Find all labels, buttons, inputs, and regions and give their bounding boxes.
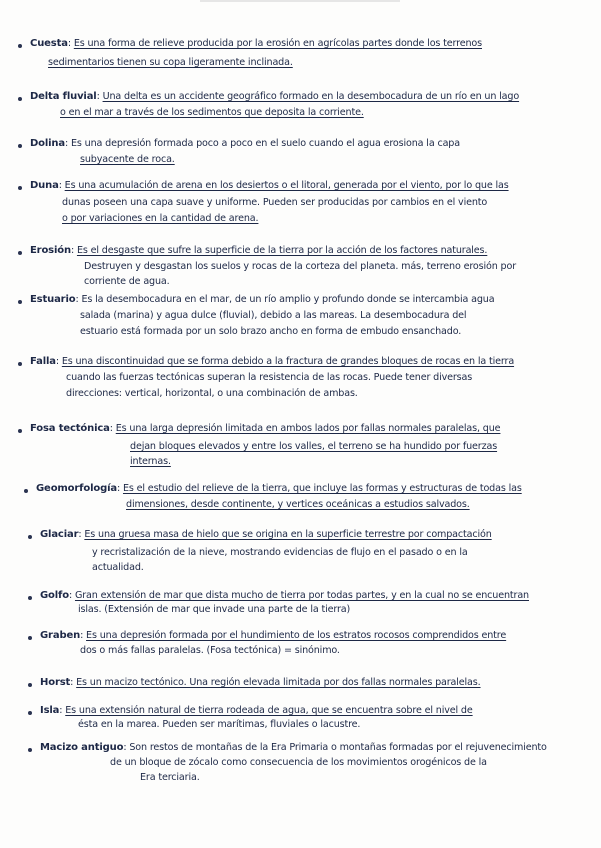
bullet-icon	[18, 429, 22, 433]
bullet-icon	[18, 44, 22, 48]
bullet-icon	[18, 300, 22, 304]
term-label: Geomorfología	[36, 483, 117, 494]
bullet-icon	[28, 535, 32, 539]
term-label: Isla	[40, 705, 60, 716]
definition-line: Son restos de montañas de la Era Primaria o montañas formadas por el rejuvenecimiento	[129, 742, 547, 753]
term-label: Fosa tectónica	[30, 423, 110, 434]
definition-line: y recristalización de la nieve, mostrando evidencias de flujo en el pasado o en la	[92, 547, 468, 558]
definition-line: Es una extensión natural de tierra rodeada de agua, que se encuentra sobre el nivel de	[65, 705, 473, 716]
definition-line: Es una gruesa masa de hielo que se origina en la superficie terrestre por compactación	[84, 529, 492, 540]
term-label: Golfo	[40, 590, 69, 601]
definition-line: estuario está formada por un solo brazo ancho en forma de embudo ensanchado.	[80, 326, 462, 337]
bullet-icon	[28, 636, 32, 640]
term-label: Glaciar	[40, 529, 79, 540]
definition-line: ésta en la marea. Pueden ser marítimas, fluviales o lacustre.	[78, 719, 361, 730]
definition-line: actualidad.	[92, 562, 144, 573]
bullet-icon	[24, 489, 28, 493]
bullet-icon	[18, 144, 22, 148]
term-label: Duna	[30, 180, 59, 191]
definition-line: Es una acumulación de arena en los desiertos o el litoral, generada por el viento, por lo que las	[64, 180, 509, 191]
term-label: Delta fluvial	[30, 91, 97, 102]
term-label: Horst	[40, 677, 71, 688]
definition-line: subyacente de roca.	[80, 154, 175, 165]
bullet-icon	[18, 97, 22, 101]
definition-line: Era terciaria.	[140, 772, 200, 783]
bullet-icon	[28, 748, 32, 752]
definition-line: cuando las fuerzas tectónicas superan la resistencia de las rocas. Puede tener diversas	[66, 372, 473, 383]
term-label: Dolina	[30, 138, 65, 149]
bullet-icon	[18, 186, 22, 190]
definition-line: islas. (Extensión de mar que invade una parte de la tierra)	[78, 604, 351, 615]
definition-line: o en el mar a través de los sedimentos que deposita la corriente.	[60, 107, 364, 118]
definition-line: Es un macizo tectónico. Una región elevada limitada por dos fallas normales paralelas.	[76, 677, 481, 688]
definition-line: Es una discontinuidad que se forma debido a la fractura de grandes bloques de rocas en la tierra	[61, 356, 515, 367]
term-label: Macizo antiguo	[40, 742, 124, 753]
scan-edge-mark	[200, 0, 400, 2]
bullet-icon	[28, 711, 32, 715]
definition-line: dejan bloques elevados y entre los valles, el terreno se ha hundido por fuerzas	[130, 441, 498, 452]
definition-line: dimensiones, desde continente, y vertices oceánicas a estudios salvados.	[126, 499, 470, 510]
definition-line: dos o más fallas paralelas. (Fosa tectónica) = sinónimo.	[80, 645, 340, 656]
definition-line: Es el desgaste que sufre la superficie de la tierra por la acción de los factores naturales.	[76, 245, 488, 256]
term-label: Cuesta	[30, 38, 68, 49]
definition-line: Es el estudio del relieve de la tierra, que incluye las formas y estructuras de todas las	[122, 483, 522, 494]
definition-line: Una delta es un accidente geográfico formado en la desembocadura de un río en un lago	[102, 91, 520, 102]
bullet-icon	[18, 251, 22, 255]
definition-line: Es la desembocadura en el mar, de un río amplio y profundo donde se intercambia agua	[81, 294, 495, 305]
term-label: Graben	[40, 630, 81, 641]
definition-line: Es una depresión formada por el hundimiento de los estratos rocosos comprendidos entre	[86, 630, 507, 641]
definition-line: internas.	[130, 456, 171, 467]
definition-line: de un bloque de zócalo como consecuencia de los movimientos orogénicos de la	[110, 757, 487, 768]
definition-line: sedimentarios tienen su copa ligeramente inclinada.	[48, 57, 293, 68]
notes-page: Cuesta: Es una forma de relieve producida por la erosión en agrícolas partes donde los terrenos sedimentarios tienen su copa ligeramente inclinada. Delta fluvial: Una delta es un accidente geográfico formado en la desembocadura de un río en un lago o en el mar a través de los sedimentos que deposita la corriente. Dolina: Es una depresión formada poco a poco en el suelo cuando el agua erosiona la capa subyacente de roca. Duna: Es una acumulación de arena en los desiertos o el litoral, generada por el viento, por lo que las dunas poseen una capa suave y uniforme. Pueden ser producidas por cambios en el viento o por variaciones en la cantidad de arena. Erosión: Es el desgaste que sufre la superficie de la tierra por la acción de los factores naturales. Destruyen y desgastan los suelos y rocas de la corteza del planeta. más, terreno erosión por corriente de agua. Estuario: Es la desembocadura en el mar, de un río amplio y profundo donde se intercambia agua salada (marina) y agua dulce (fluvial), debido a las mareas. La desembocadura del estuario está formada por un solo brazo ancho en forma de embudo ensanchado. Falla: Es una discontinuidad que se forma debido a la fractura de grandes bloques de rocas en la tierra cuando las fuerzas tectónicas superan la resistencia de las rocas. Puede tener diversas direcciones: vertical, horizontal, o una combinación de ambas. Fosa tectónica: Es una larga depresión limitada en ambos lados por fallas normales paralelas, que dejan bloques elevados y entre los valles, el terreno se ha hundido por fuerzas internas. Geomorfología: Es el estudio del relieve de la tierra, que incluye las formas y estructuras de todas las dimensiones, desde continente, y vertices oceánicas a estudios salvados. Glaciar: Es una gruesa masa de hielo que se origina en la superficie terrestre por compactación y recristalización de la nieve, mostrando evidencias de flujo en el pasado o en la actualidad. Golfo: Gran extensión de mar que dista mucho de tierra por todas partes, y en la cual no se encuentran islas. (Extensión de mar que invade una parte de la tierra) Graben: Es una depresión formada por el hundimiento de los estratos rocosos comprendidos entre dos o más fallas paralelas. (Fosa tectónica) = sinónimo. Horst: Es un macizo tectónico. Una región elevada limitada por dos fallas normales paralelas. Isla: Es una extensión natural de tierra rodeada de agua, que se encuentra sobre el nivel de ésta en la marea. Pueden ser marítimas, fluviales o lacustre. Macizo antiguo: Son restos de montañas de la Era Primaria o montañas formadas por el rejuvenecimiento de un bloque de zócalo como consecuencia de los movimientos orogénicos de la Era terciaria.	[0, 0, 601, 848]
definition-line: Es una forma de relieve producida por la erosión en agrícolas partes donde los terrenos	[73, 38, 482, 49]
definition-line: dunas poseen una capa suave y uniforme. Pueden ser producidas por cambios en el viento	[62, 197, 488, 208]
term-label: Erosión	[30, 245, 71, 256]
bullet-icon	[28, 596, 32, 600]
bullet-icon	[28, 683, 32, 687]
term-label: Falla	[30, 356, 56, 367]
definition-line: Gran extensión de mar que dista mucho de tierra por todas partes, y en la cual no se encuentran	[74, 590, 529, 601]
term-label: Estuario	[30, 294, 76, 305]
definition-line: salada (marina) y agua dulce (fluvial), debido a las mareas. La desembocadura del	[80, 310, 467, 321]
definition-line: direcciones: vertical, horizontal, o una combinación de ambas.	[66, 388, 358, 399]
definition-line: Es una larga depresión limitada en ambos lados por fallas normales paralelas, que	[115, 423, 501, 434]
definition-line: Es una depresión formada poco a poco en el suelo cuando el agua erosiona la capa	[70, 138, 460, 149]
bullet-icon	[18, 362, 22, 366]
definition-line: o por variaciones en la cantidad de arena.	[62, 213, 259, 224]
definition-line: corriente de agua.	[84, 276, 170, 287]
definition-line: Destruyen y desgastan los suelos y rocas de la corteza del planeta. más, terreno erosión por	[84, 261, 517, 272]
